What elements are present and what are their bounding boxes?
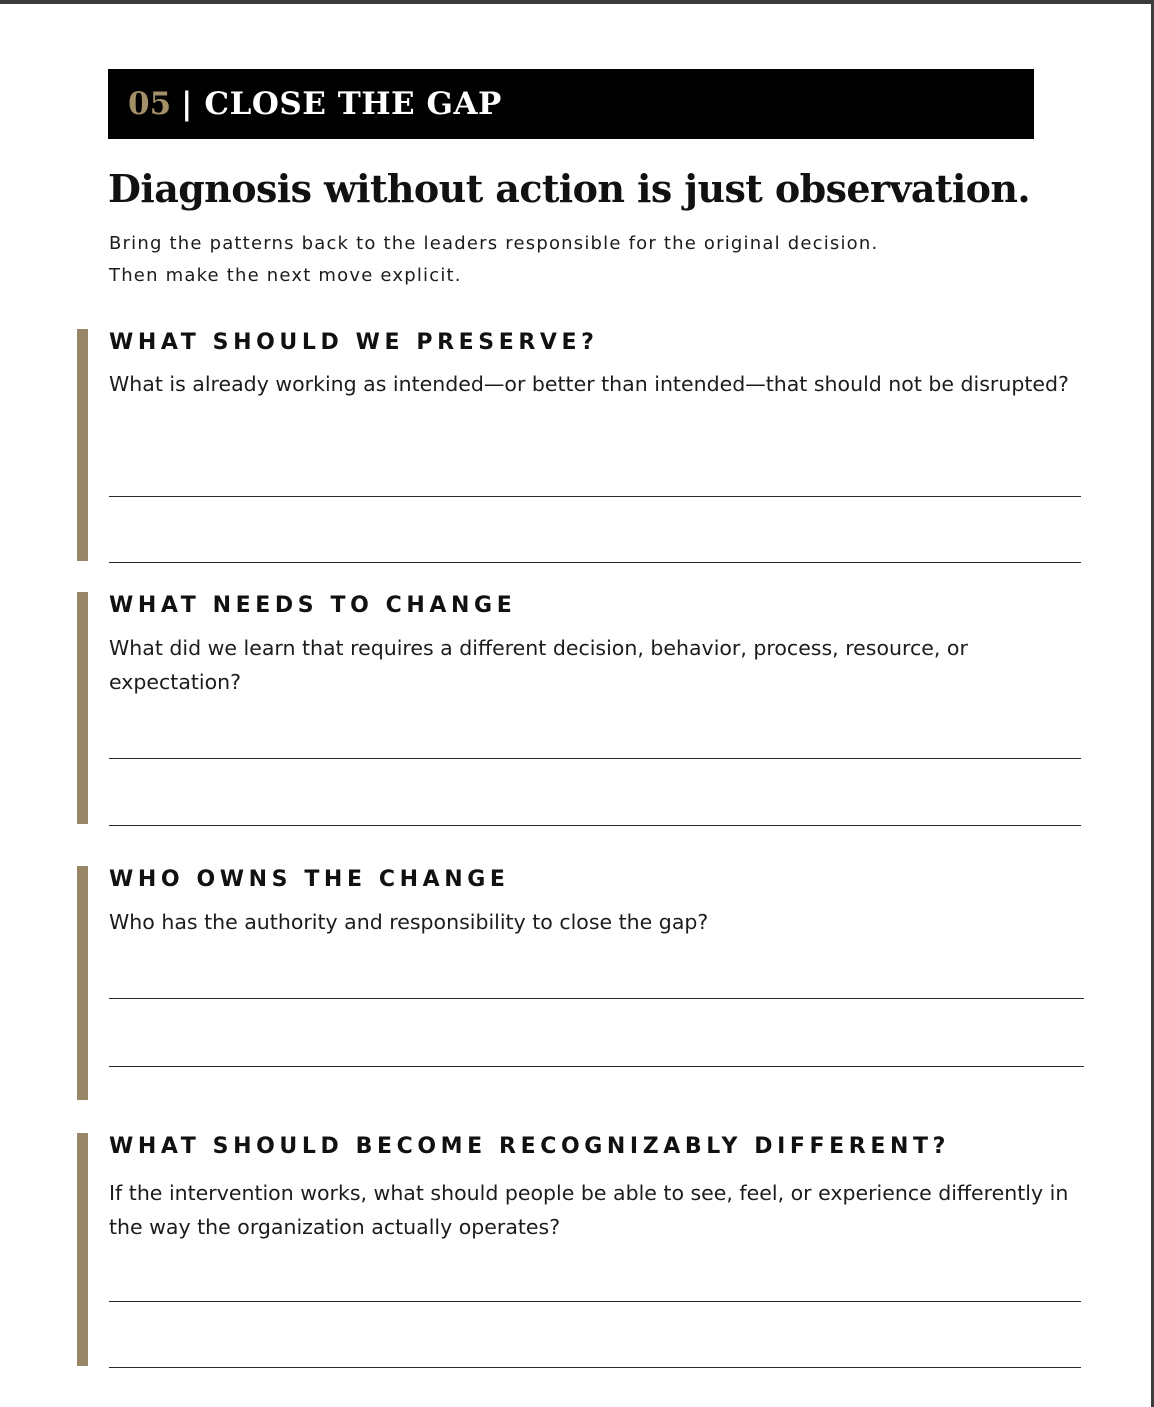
section-question: What did we learn that requires a different decision, behavior, process, resource, or expectation? <box>109 636 968 694</box>
answer-line-2[interactable] <box>109 562 1081 563</box>
answer-line-1[interactable] <box>109 1301 1081 1302</box>
section-accent-bar <box>77 866 88 1100</box>
answer-line-2[interactable] <box>109 1066 1084 1067</box>
section-accent-bar <box>77 329 88 561</box>
section-number: 05 <box>128 86 172 122</box>
page-headline: Diagnosis without action is just observation. <box>108 166 1031 211</box>
document-page <box>0 4 1151 1407</box>
section-different <box>77 1133 1087 1378</box>
section-accent-bar <box>77 592 88 824</box>
intro-paragraph <box>109 228 1069 292</box>
answer-line-1[interactable] <box>109 496 1081 497</box>
section-question: If the intervention works, what should people be able to see, feel, or experience differently in the way the organization actually operates? <box>109 1181 1069 1239</box>
section-accent-bar <box>77 1133 88 1366</box>
section-title: CLOSE THE GAP <box>204 86 502 122</box>
answer-line-2[interactable] <box>109 825 1081 826</box>
section-heading: WHAT SHOULD WE PRESERVE? <box>109 330 599 355</box>
section-question: Who has the authority and responsibility to close the gap? <box>109 910 709 934</box>
intro-line-2: Then make the next move explicit. <box>109 265 462 286</box>
section-heading: WHO OWNS THE CHANGE <box>109 867 510 892</box>
answer-line-1[interactable] <box>109 758 1081 759</box>
answer-line-2[interactable] <box>109 1367 1081 1368</box>
banner-separator: | <box>181 86 193 122</box>
section-owner <box>77 866 1087 1106</box>
intro-line-1: Bring the patterns back to the leaders responsible for the original decision. <box>109 233 879 254</box>
section-preserve <box>77 329 1087 569</box>
section-question: What is already working as intended—or better than intended—that should not be disrupted? <box>109 372 1069 396</box>
section-heading: WHAT SHOULD BECOME RECOGNIZABLY DIFFERENT? <box>109 1134 950 1159</box>
answer-line-1[interactable] <box>109 998 1084 999</box>
section-heading: WHAT NEEDS TO CHANGE <box>109 593 517 618</box>
section-banner <box>108 69 1034 139</box>
section-change <box>77 592 1087 832</box>
